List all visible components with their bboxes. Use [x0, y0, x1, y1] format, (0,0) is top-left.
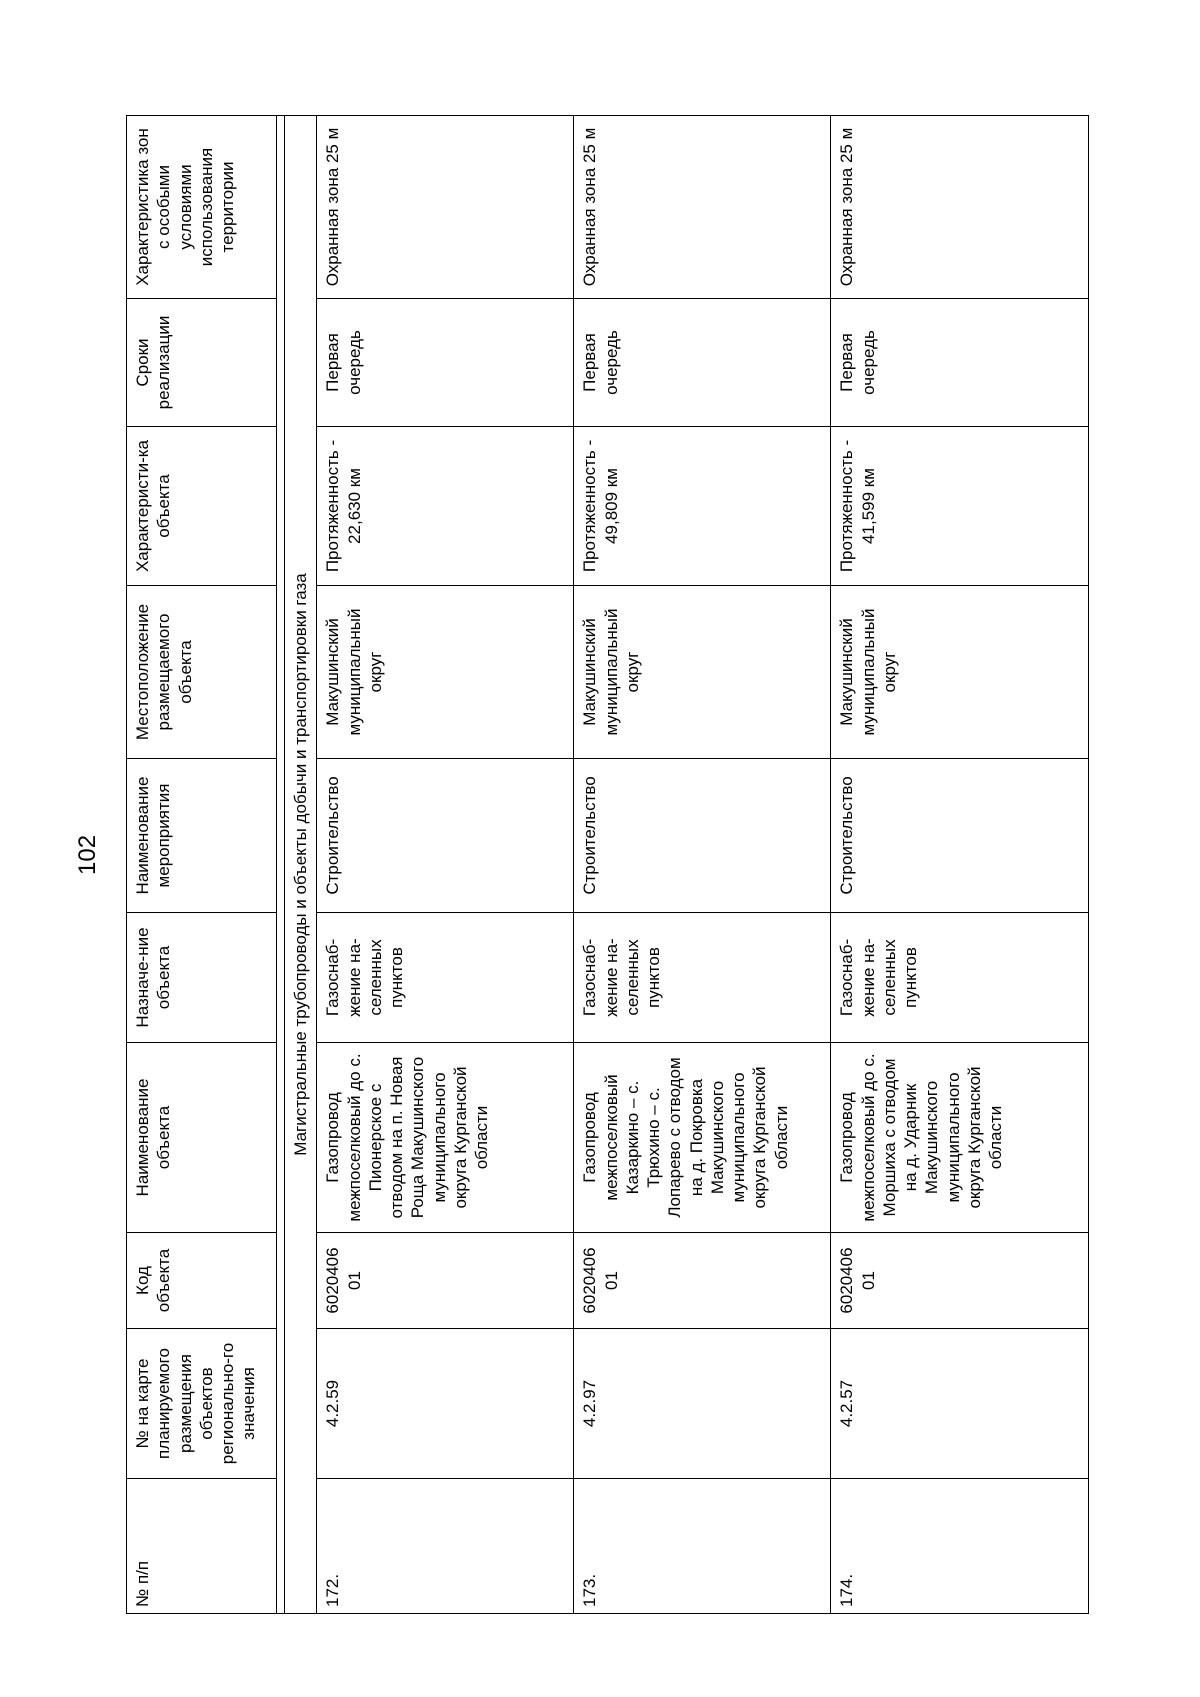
row-purpose: Газоснаб-жение на-селенных пунктов [574, 913, 831, 1043]
row-name: Газопровод межпоселковый Казаркино – с. Трюхино – с. Лопарево с отводом на д. Покровка Макушинского муниципального округа Курганской области [574, 1043, 831, 1233]
row-zone: Охранная зона 25 м [574, 116, 831, 299]
objects-table [126, 115, 1089, 1614]
row-code: 6020406 01 [574, 1233, 831, 1329]
row-location: Макушинский муниципальный округ [317, 586, 574, 759]
spacer-row [277, 116, 285, 1614]
row-location: Макушинский муниципальный округ [574, 586, 831, 759]
row-purpose: Газоснаб-жение на-селенных пунктов [317, 913, 574, 1043]
row-map-no: 4.2.57 [831, 1329, 1089, 1479]
row-name: Газопровод межпоселковый до с. Моршиха с отводом на д. Ударник Макушинского муниципального округа Курганской области [831, 1043, 1089, 1233]
header-num: № п/п [127, 1479, 277, 1614]
header-purpose: Назначе-ние объекта [127, 913, 277, 1043]
row-activity: Строительство [831, 759, 1089, 913]
row-map-no: 4.2.59 [317, 1329, 574, 1479]
table-row [317, 116, 574, 1614]
row-zone: Охранная зона 25 м [831, 116, 1089, 299]
row-purpose: Газоснаб-жение на-селенных пунктов [831, 913, 1089, 1043]
rotated-table-container [126, 116, 1080, 1614]
row-term: Первая очередь [831, 299, 1089, 427]
section-row [285, 116, 317, 1614]
row-code: 6020406 01 [317, 1233, 574, 1329]
row-activity: Строительство [317, 759, 574, 913]
row-characteristic: Протяженность - 41,599 км [831, 427, 1089, 586]
header-code: Код объекта [127, 1233, 277, 1329]
header-map-no: № на карте планируемого размещения объектов регионально-го значения [127, 1329, 277, 1479]
header-row [127, 116, 277, 1614]
row-num: 173. [574, 1479, 831, 1614]
row-term: Первая очередь [574, 299, 831, 427]
header-term: Сроки реализации [127, 299, 277, 427]
table-row [574, 116, 831, 1614]
row-term: Первая очередь [317, 299, 574, 427]
row-characteristic: Протяженность - 22,630 км [317, 427, 574, 586]
header-activity: Наименование мероприятия [127, 759, 277, 913]
row-activity: Строительство [574, 759, 831, 913]
table-row [831, 116, 1089, 1614]
row-num: 172. [317, 1479, 574, 1614]
spacer-cell [277, 116, 285, 1614]
row-num: 174. [831, 1479, 1089, 1614]
row-characteristic: Протяженность - 49,809 км [574, 427, 831, 586]
row-location: Макушинский муниципальный округ [831, 586, 1089, 759]
row-map-no: 4.2.97 [574, 1329, 831, 1479]
row-code: 6020406 01 [831, 1233, 1089, 1329]
header-location: Местоположение размещаемого объекта [127, 586, 277, 759]
header-zone: Характеристика зон с особыми условиями использования территории [127, 116, 277, 299]
row-name: Газопровод межпоселковый до с. Пионерское с отводом на п. Новая Роща Макушинского муниципального округа Курганской области [317, 1043, 574, 1233]
header-characteristic: Характеристи-ка объекта [127, 427, 277, 586]
page-number: 102 [74, 834, 101, 875]
header-name: Наименование объекта [127, 1043, 277, 1233]
row-zone: Охранная зона 25 м [317, 116, 574, 299]
section-title: Магистральные трубопроводы и объекты добычи и транспортировки газа [285, 116, 317, 1614]
